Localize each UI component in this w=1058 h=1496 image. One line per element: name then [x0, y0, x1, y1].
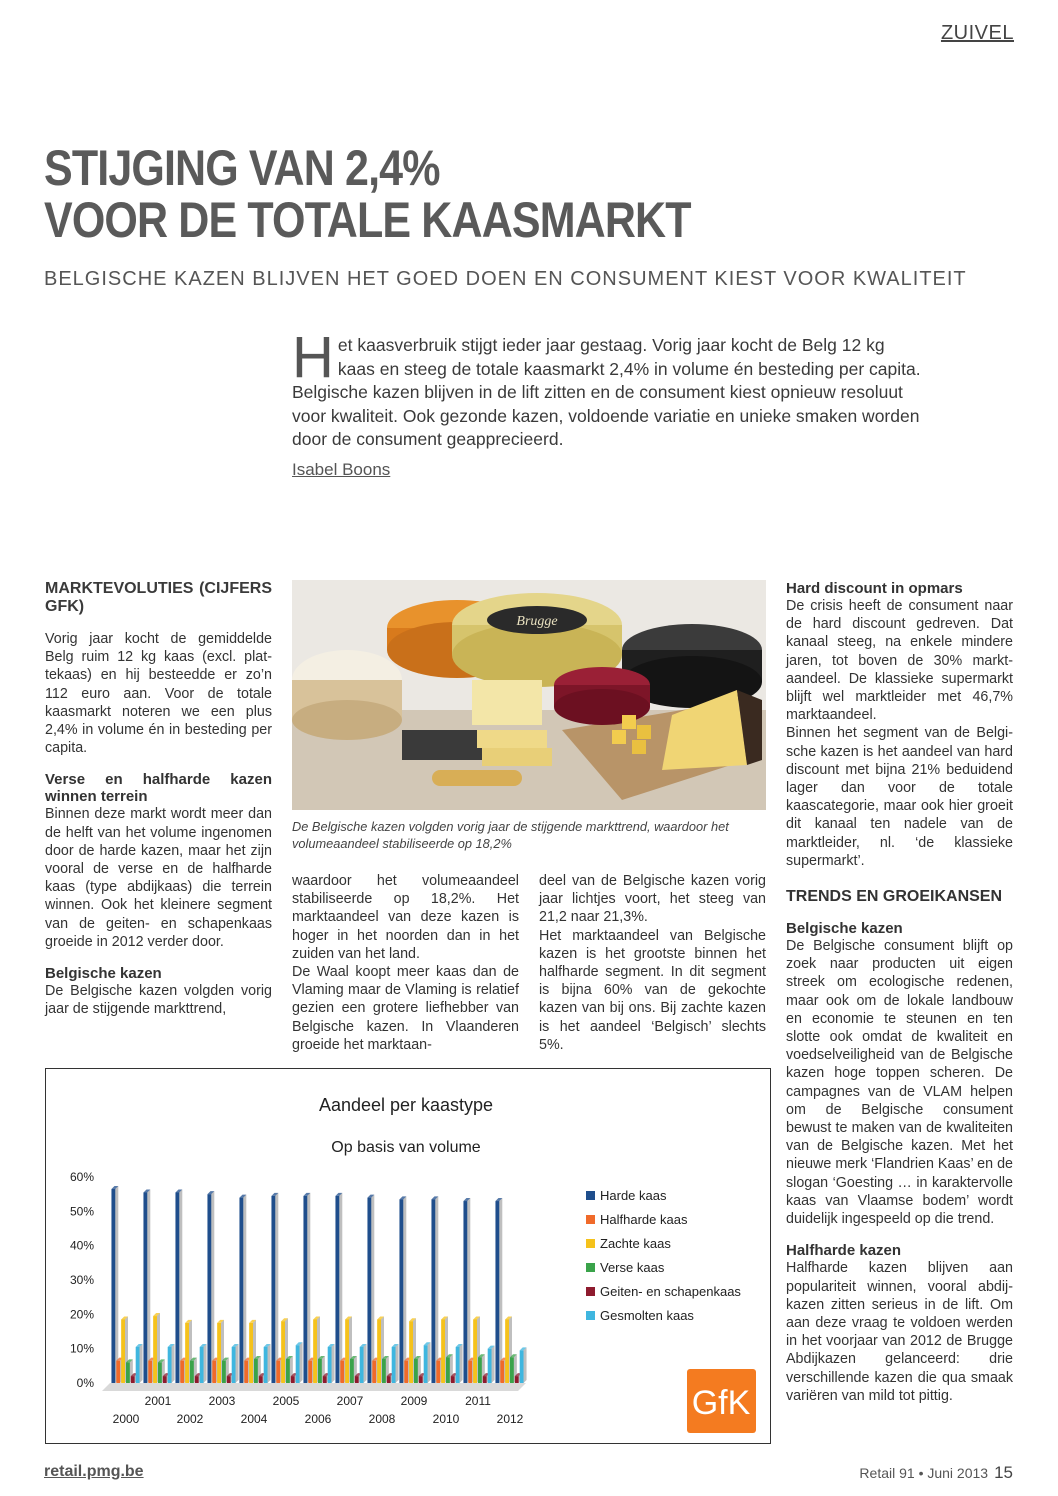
x-tick-label: 2008: [368, 1412, 396, 1426]
y-tick-label: 50%: [69, 1204, 94, 1219]
x-tick-label: 2006: [304, 1412, 332, 1426]
bar: [399, 1196, 406, 1383]
bar-chart: [46, 1069, 770, 1443]
column-4: [786, 580, 1013, 1405]
footer-issue: [859, 1463, 1013, 1483]
paragraph-verse: Binnen deze markt wordt meer dan de helft van het volume ingenomen door de harde kazen, maar het zijn vooral de verse en de halfharde kaas (type abdijkaas) die terrein winnen. Ook het kleinere segment van de geiten- en schapenkaas groeide in 2012 verder door.: [45, 806, 272, 950]
bar: [296, 1342, 303, 1383]
y-tick-label: 20%: [69, 1307, 94, 1322]
x-tick-label: 2009: [400, 1394, 428, 1408]
legend-entry: [586, 1212, 688, 1227]
paragraph-hard-discount: De crisis heeft de consument naar de hard discount gedreven. Dat kanaal steeg, na enkele mindere jaren, tot boven de 30% marktaandeel. De klassieke supermarkt blijft wel marktleider met 46,7% marktaandeel.: [786, 598, 1013, 724]
bar: [239, 1195, 246, 1383]
subheadline: BELGISCHE KAZEN BLIJVEN HET GOED DOEN EN CONSUMENT KIEST VOOR KWALITEIT: [44, 268, 967, 290]
section-tag: ZUIVEL: [940, 22, 1014, 44]
bar: [392, 1344, 399, 1383]
bar: [463, 1198, 470, 1383]
paragraph-market: Vorig jaar kocht de gemiddelde Belg ruim 12 kg kaas (excl. plattekaas) en hij besteedde er zo’n 112 euro aan. Voor de totale kaasmarkt noteren we een plus 2,4% in volume én in besteding per capita.: [45, 631, 272, 757]
paragraph-col3-b: Het marktaandeel van Belgische kazen is het grootste binnen het halfharde segment. In dit segment is bijna 60% van de gekochte kazen van bij ons. Bij zachte kazen is het aandeel ‘Belgisch’ slechts 5%.: [539, 927, 766, 1053]
paragraph-col2: waardoor het volumeaandeel stabiliseerde op 18,2%. Het marktaandeel van deze kazen is hoger in het noorden dan in het zuiden van het land.: [292, 873, 519, 962]
bar: [168, 1344, 175, 1383]
legend-swatch: [586, 1287, 595, 1296]
chart-title: Aandeel per kaastype: [318, 1095, 494, 1115]
heading-verse-halfharde: Verse en halfharde kazen winnen terrein: [45, 771, 272, 806]
chart-floor: [102, 1383, 526, 1391]
legend-entry: [586, 1284, 741, 1299]
gfk-logo-text: GfK: [691, 1384, 751, 1422]
paragraph-segment: Binnen het segment van de Belgische kazen is het aandeel van hard discount met bijna 21% beduidend lager dan voor de totale kaascategorie, maar ook hier groeit dit kanaal ten nadele van de marktleider, nl. ‘de klassieke supermarkt’.: [786, 725, 1013, 869]
bar: [271, 1193, 278, 1383]
y-tick-label: 40%: [69, 1238, 94, 1253]
bar: [488, 1346, 495, 1383]
legend-swatch: [586, 1263, 595, 1272]
headline-line-2: VOOR DE TOTALE KAASMARKT: [44, 192, 691, 248]
headline-line-1: STIJGING VAN 2,4%: [44, 140, 440, 196]
y-tick-label: 10%: [69, 1341, 94, 1356]
heading-belgische-kazen: Belgische kazen: [45, 965, 162, 983]
x-tick-label: 2003: [208, 1394, 236, 1408]
x-tick-label: 2001: [144, 1394, 172, 1408]
y-tick-label: 0%: [76, 1376, 94, 1390]
bar: [456, 1344, 463, 1383]
legend-label: Verse kaas: [600, 1260, 665, 1275]
heading-trends: TRENDS EN GROEIKANSEN: [786, 888, 1003, 906]
legend-label: Geiten- en schapenkaas: [600, 1284, 741, 1299]
x-tick-label: 2012: [496, 1412, 524, 1426]
legend-swatch: [586, 1311, 595, 1320]
y-tick-label: 30%: [69, 1273, 94, 1287]
legend-label: Harde kaas: [600, 1188, 667, 1203]
legend-swatch: [586, 1191, 595, 1200]
heading-belgische-kazen-2: Belgische kazen: [786, 920, 903, 938]
photo-caption: De Belgische kazen volgden vorig jaar de stijgende markttrend, waardoor het volumeaandeel stabiliseerde op 18,2%: [292, 819, 729, 851]
bar: [143, 1189, 150, 1383]
bar: [136, 1344, 143, 1383]
bar: [207, 1191, 214, 1383]
heading-halfharde-kazen: Halfharde kazen: [786, 1242, 902, 1260]
paragraph-belgische-start: De Belgische kazen volgden vorig jaar de stijgende markttrend,: [45, 983, 272, 1018]
y-tick-label: 60%: [69, 1170, 94, 1184]
page-number: 15: [994, 1463, 1013, 1482]
gfk-logo: [687, 1369, 756, 1433]
legend-entry: [586, 1260, 665, 1275]
paragraph-consument: De Belgische consument blijft op zoek naar producten uit eigen streek om ecologische redenen, maar ook om de lokale landbouw en economie te steunen en ten slotte ook omdat de kwaliteit en voedselveiligheid van de Belgische kazen hoge toppen scheren. De campagnes van de VLAM helpen om de Belgische consument bewust te maken van de kwaliteiten van de Belgische kazen. Met het nieuwe merk ‘Flandrien Kaas’ en de slogan ‘Goesting … in karaktervolle kaas van Vlaamse bodem’ wordt duidelijk ingespeeld op die trend.: [786, 938, 1013, 1228]
legend-entry: [586, 1236, 671, 1251]
x-tick-label: 2011: [465, 1394, 491, 1408]
legend-label: Gesmolten kaas: [600, 1308, 694, 1323]
intro-text: et kaasverbruik stijgt ieder jaar gestaag. Vorig jaar kocht de Belg 12 kg kaas en steeg de totale kaasmarkt 2,4% in volume én besteding per capita. Belgische kazen blijven in de lift zitten en de consument kiest opnieuw resoluut voor kwaliteit. Ook gezonde kazen, voldoende variatie en unieke smaken worden door de consument geapprecieerd.: [292, 335, 921, 449]
bar: [200, 1344, 207, 1383]
paragraph-halfharde: Halfharde kazen blijven aan populariteit winnen, vooral abdijkazen zitten serieus in de lift. Om aan deze vraag te voldoen werden in het voorjaar van 2012 de Brugge Abdijkazen gelanceerd: drie verschillende kazen die qua smaak variëren van mild tot pittig.: [786, 1260, 1013, 1404]
intro-paragraph: [292, 325, 922, 452]
bar: [111, 1186, 118, 1383]
x-tick-label: 2007: [336, 1394, 364, 1408]
bar: [232, 1344, 239, 1383]
chart-box: [45, 1068, 771, 1444]
bar: [335, 1193, 342, 1383]
paragraph-col2-b: De Waal koopt meer kaas dan de Vlaming maar de Vlaming is relatief gezien een grotere liefhebber van Belgische kazen. In Vlaanderen groeide het marktaan-: [292, 964, 519, 1053]
bar: [328, 1344, 335, 1383]
x-tick-label: 2005: [272, 1394, 300, 1408]
x-tick-label: 2010: [432, 1412, 460, 1426]
column-3: [539, 872, 766, 1054]
bar: [367, 1195, 374, 1383]
legend-entry: [586, 1308, 694, 1323]
legend-swatch: [586, 1215, 595, 1224]
column-1: [45, 580, 272, 1018]
x-tick-label: 2004: [240, 1412, 268, 1426]
headline: [44, 142, 870, 246]
column-2: [292, 872, 519, 1054]
bar: [264, 1344, 271, 1383]
cheese-photo: [292, 580, 766, 810]
bar: [303, 1193, 310, 1383]
legend-swatch: [586, 1239, 595, 1248]
bar: [360, 1344, 367, 1383]
chart-subtitle: Op basis van volume: [331, 1139, 481, 1156]
bar: [520, 1347, 527, 1383]
heading-marktevoluties: MARKTEVOLUTIES (CIJFERS GFK): [45, 580, 272, 615]
photo-brand-label: Brugge: [516, 614, 558, 629]
cheese-illustration: [292, 580, 766, 810]
x-tick-label: 2000: [112, 1412, 140, 1426]
footer-website[interactable]: retail.pmg.be: [44, 1463, 144, 1480]
bar: [431, 1196, 438, 1383]
bar: [495, 1198, 502, 1383]
drop-cap: H: [292, 325, 334, 390]
heading-hard-discount: Hard discount in opmars: [786, 580, 963, 597]
author-byline: Isabel Boons: [292, 460, 391, 479]
bar: [175, 1189, 182, 1383]
legend-label: Halfharde kaas: [600, 1212, 688, 1227]
footer-issue-text: Retail 91 • Juni 2013: [859, 1465, 989, 1481]
legend-label: Zachte kaas: [600, 1236, 671, 1251]
legend-entry: [586, 1188, 667, 1203]
x-tick-label: 2002: [176, 1412, 204, 1426]
bar: [424, 1342, 431, 1383]
paragraph-col3: deel van de Belgische kazen vorig jaar lichtjes voort, het steeg van 21,2 naar 21,3%.: [539, 873, 766, 926]
